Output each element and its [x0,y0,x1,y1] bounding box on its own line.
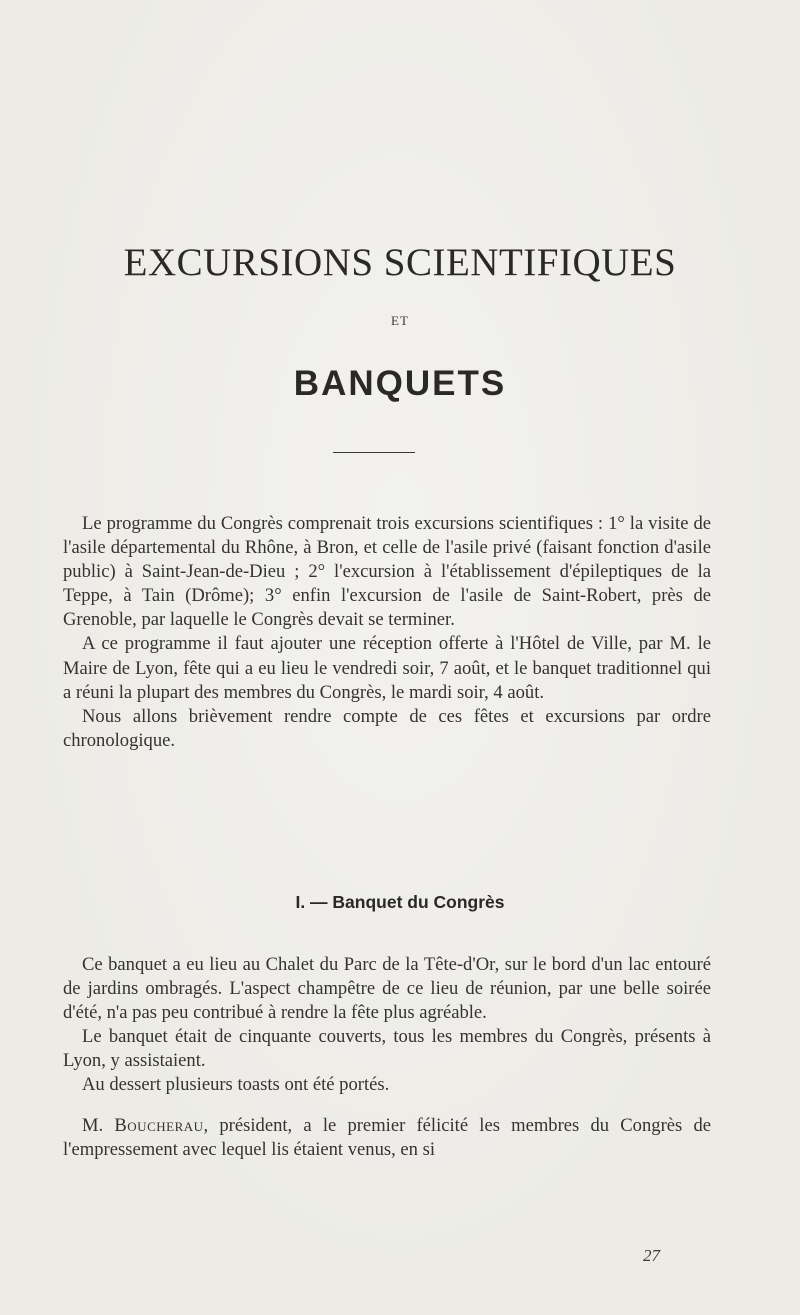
paragraph: Nous allons brièvement rendre compte de ces fêtes et excursions par ordre chronologique. [63,705,711,751]
page-number: 27 [643,1246,660,1265]
person-name: Boucherau [114,1114,204,1136]
paragraph: Le banquet était de cinquante couverts, tous les membres du Congrès, présents à Lyon, y assistaient. [63,1026,711,1072]
intro-text [63,512,711,753]
paragraph-rest: , président, a le premier félicité les membres du Congrès de l'empressement avec lequel lis étaient venus, en si [63,1114,711,1160]
paragraph [63,1114,711,1162]
paragraph: Au dessert plusieurs toasts ont été portés. [82,1074,390,1096]
paragraph: A ce programme il faut ajouter une réception offerte à l'Hôtel de Ville, par M. le Maire de Lyon, fête qui a eu lieu le vendredi soir, 7 août, et le banquet traditionnel qui a réuni la plupart des membres du Congrès, le mardi soir, 4 août. [63,633,711,703]
title-conjunction: ET [391,313,409,328]
section-text [63,953,711,1162]
paragraph: Le programme du Congrès comprenait trois excursions scientifiques : 1° la visite de l'asile départemental du Rhône, à Bron, et celle de l'asile privé (faisant fonction d'asile public) à Saint-Jean-de-Dieu ; 2° l'excursion à l'établissement d'épileptiques de la Teppe, à Tain (Drôme); 3° enfin l'excursion de l'asile de Saint-Robert, près de Grenoble, par laquelle le Congrès devait se terminer. [63,513,711,631]
section-heading: I. — Banquet du Congrès [295,892,505,912]
chapter-title: EXCURSIONS SCIENTIFIQUES [123,241,677,284]
paragraph: Ce banquet a eu lieu au Chalet du Parc de la Tête-d'Or, sur le bord d'un lac entouré de jardins ombragés. L'aspect champêtre de ce lieu de réunion, par une belle soirée d'été, n'a pas peu contribué à rendre la fête plus agréable. [63,954,711,1024]
chapter-subtitle: BANQUETS [293,364,507,403]
divider-rule [333,452,415,453]
paragraph-prefix: M. [82,1114,115,1136]
